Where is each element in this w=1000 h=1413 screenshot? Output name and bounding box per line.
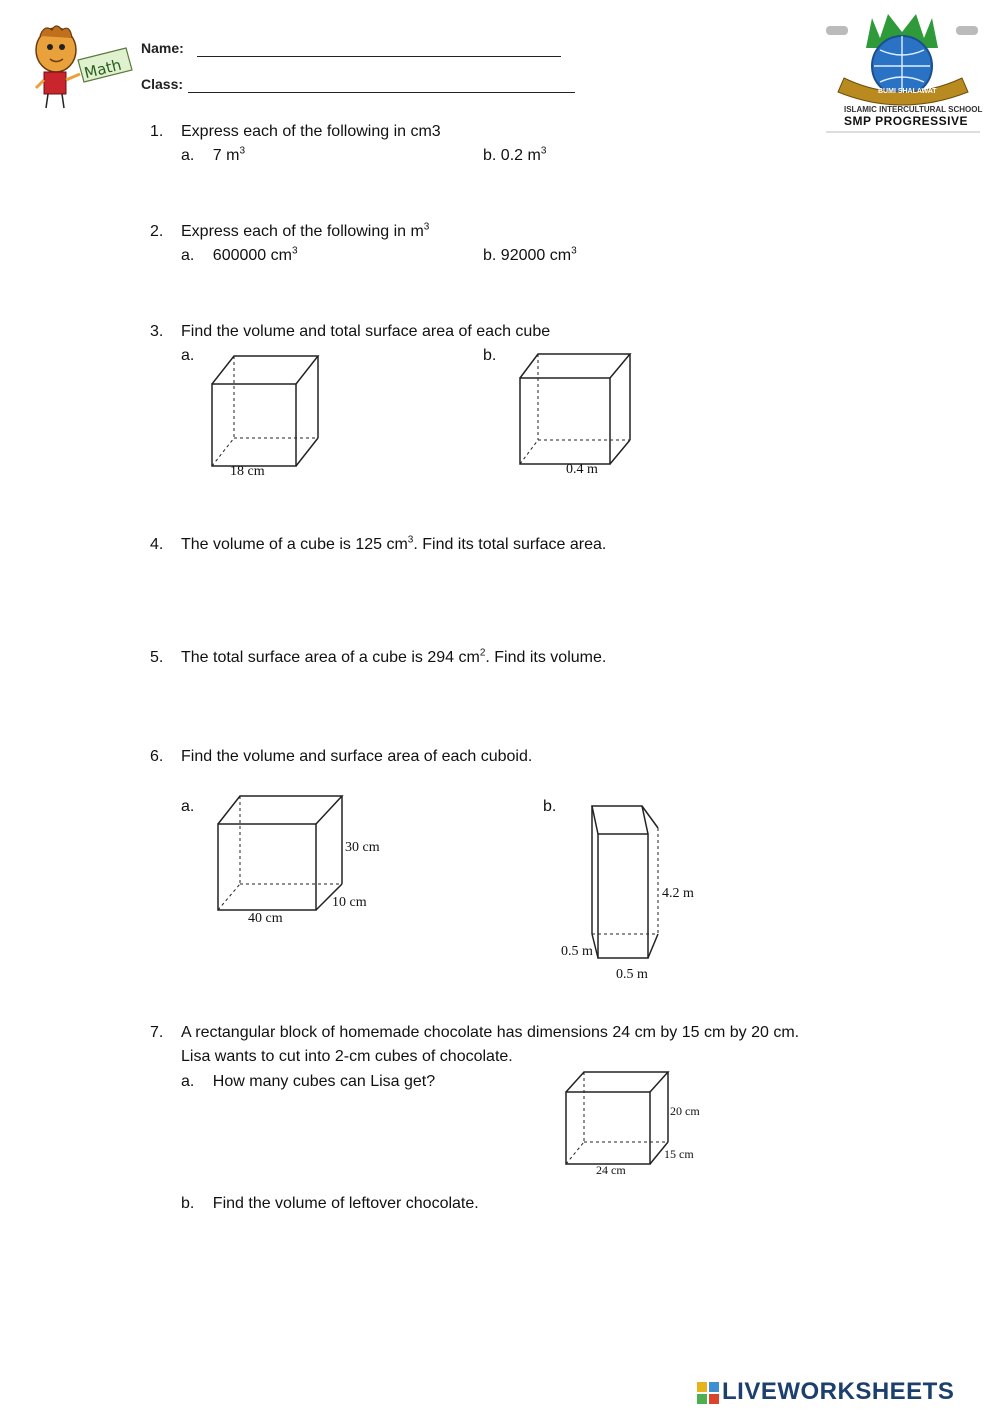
part-label: b. (543, 798, 557, 815)
school-logo (822, 8, 984, 138)
logo-school-line: ISLAMIC INTERCULTURAL SCHOOL (844, 105, 983, 114)
question-number: 3. (150, 323, 164, 340)
name-line (197, 42, 561, 57)
class-field[interactable] (141, 76, 577, 96)
part-value: b. 0.2 m (483, 147, 541, 164)
depth-label: 15 cm (664, 1147, 694, 1161)
exponent: 3 (239, 145, 246, 157)
exponent: 3 (540, 145, 547, 157)
class-line (188, 78, 575, 93)
part-label: a. (181, 1073, 195, 1090)
depth-label: 0.5 m (561, 944, 593, 959)
exponent: 3 (291, 245, 298, 257)
question-number: 6. (150, 748, 164, 765)
class-label: Class: (141, 76, 184, 92)
q1-part-b (483, 146, 546, 166)
question-text-line-2: Lisa wants to cut into 2-cm cubes of chocolate. (181, 1048, 513, 1065)
part-text: Find the volume of leftover chocolate. (212, 1195, 479, 1212)
name-label: Name: (141, 40, 184, 56)
liveworksheets-brand[interactable] (697, 1378, 995, 1408)
question-number: 7. (150, 1024, 164, 1041)
cuboid-figure-b (558, 798, 718, 988)
cuboid-figure-a (210, 790, 390, 930)
question-number: 4. (150, 536, 164, 553)
dimension-label: 18 cm (230, 464, 265, 479)
depth-label: 10 cm (332, 895, 367, 910)
q7-part-a (181, 1072, 435, 1092)
exponent: 3 (423, 221, 430, 233)
exponent: 3 (571, 245, 577, 257)
question-number: 2. (150, 223, 164, 240)
question-text-end: . Find its volume. (485, 649, 607, 666)
part-value: b. 92000 cm (483, 247, 572, 264)
exponent: 2 (479, 647, 486, 659)
part-label: a. (181, 247, 195, 264)
logo-school-name: SMP PROGRESSIVE (844, 114, 968, 128)
liveworksheets-logo-icon (697, 1382, 719, 1404)
question-text: A rectangular block of homemade chocolate has dimensions 24 cm by 15 cm by 20 cm. (181, 1024, 800, 1041)
q2-part-b (483, 246, 577, 266)
question-text: Find the volume and surface area of each cuboid. (181, 748, 533, 765)
exponent: 3 (407, 534, 414, 546)
height-label: 30 cm (345, 840, 380, 855)
part-value: 600000 cm (212, 247, 292, 264)
width-label: 0.5 m (616, 967, 648, 982)
part-value: 7 m (212, 147, 240, 164)
dimension-label: 0.4 m (566, 462, 598, 477)
width-label: 40 cm (248, 911, 283, 926)
part-label: b. (181, 1195, 195, 1212)
question-number: 5. (150, 649, 164, 666)
chocolate-block-figure (558, 1066, 718, 1182)
cube-figure-b (508, 348, 638, 488)
question-text: Express each of the following in m (181, 223, 424, 240)
cube-figure-a (200, 348, 330, 488)
mascot-sign-text: Math (82, 55, 124, 83)
part-label: a. (181, 347, 195, 364)
q1-part-a (181, 146, 245, 166)
mascot-illustration (28, 22, 138, 112)
height-label: 20 cm (670, 1104, 700, 1118)
height-label: 4.2 m (662, 886, 694, 901)
part-text: How many cubes can Lisa get? (212, 1073, 436, 1090)
question-text: The total surface area of a cube is 294 cm (181, 649, 480, 666)
part-label: a. (181, 798, 195, 815)
q2-part-a (181, 246, 298, 266)
question-text: Find the volume and total surface area of each cube (181, 323, 551, 340)
part-label: b. (483, 347, 497, 364)
logo-ribbon-text: BUMI SHALAWAT (878, 88, 937, 95)
brand-text: LIVEWORKSHEETS (722, 1378, 955, 1405)
question-number: 1. (150, 123, 164, 140)
name-field[interactable] (141, 40, 563, 60)
width-label: 24 cm (596, 1163, 626, 1177)
question-text-end: . Find its total surface area. (413, 536, 607, 553)
question-text: The volume of a cube is 125 cm (181, 536, 408, 553)
part-label: a. (181, 147, 195, 164)
question-text: Express each of the following in cm3 (181, 123, 441, 140)
q7-part-b (181, 1194, 479, 1214)
